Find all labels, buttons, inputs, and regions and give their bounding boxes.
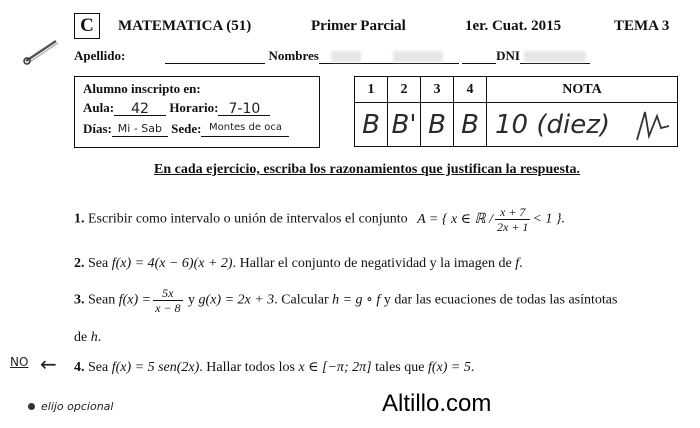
q2-number: 2. (74, 256, 85, 271)
q2-text-a: Sea (88, 256, 109, 271)
redacted-name-2 (393, 51, 443, 62)
aula-row (83, 100, 270, 116)
horario-value: 7-10 (218, 101, 270, 116)
question-4 (74, 359, 474, 376)
course-title: MATEMATICA (51) (118, 18, 252, 34)
bottom-handwritten-note (28, 400, 113, 413)
dni-label: DNI (496, 48, 520, 63)
q1-frac-den: 2x + 1 (497, 220, 529, 234)
grade-header-1: 1 (355, 77, 388, 103)
question-3 (74, 286, 617, 315)
student-box-title: Alumno inscripto en: (83, 81, 201, 96)
question-3-cont (74, 330, 101, 346)
grade-value-row (355, 103, 678, 147)
grade-2: B' (388, 103, 421, 147)
q4-number: 4. (74, 360, 85, 375)
nombres-blank (319, 49, 459, 64)
grade-nota (487, 103, 678, 147)
q4-text-c: tales que (375, 360, 425, 375)
grade-header-row (355, 77, 678, 103)
note-bullet-icon (28, 403, 35, 410)
q3-f-lhs: f(x) = (118, 292, 152, 308)
aula-value: 42 (114, 101, 166, 116)
q3-g: g(x) = 2x + 3 (198, 292, 275, 308)
grade-header-2: 2 (388, 77, 421, 103)
q3-text-a: Sean (88, 292, 116, 308)
student-id-line (74, 48, 590, 64)
q4-condition: f(x) = 5 (427, 360, 471, 375)
grade-header-3: 3 (421, 77, 454, 103)
question-1 (74, 205, 565, 234)
dni-blank-lead (462, 49, 496, 64)
q3-fraction (153, 286, 182, 315)
signature-mark (631, 106, 671, 146)
q3-number: 3. (74, 292, 85, 308)
q1-number: 1. (74, 211, 85, 227)
q4-interval: x ∈ [−π; 2π] (298, 360, 372, 375)
q1-set-rhs: < 1 }. (532, 211, 565, 227)
margin-arrow-icon: ← (40, 352, 57, 376)
grade-4: B (454, 103, 487, 147)
q4-text-a: Sea (88, 360, 109, 375)
student-info-box (74, 76, 320, 148)
watermark[interactable]: Altillo.com (382, 390, 492, 417)
q2-function: f(x) = 4(x − 6)(x + 2) (111, 256, 233, 271)
pin-mark (22, 36, 62, 66)
q3-h2: h (90, 330, 98, 345)
q3-text-c: y dar las ecuaciones de todas las asíntotas (383, 292, 618, 308)
q1-text: Escribir como intervalo o unión de intervalos el conjunto (88, 211, 408, 227)
exam-term: 1er. Cuat. 2015 (465, 18, 562, 34)
note-text: elijo opcional (41, 400, 114, 413)
q3-text-d: de (74, 330, 88, 345)
q3-frac-den: x − 8 (155, 301, 181, 315)
q3-text-b: . Calcular (274, 292, 329, 308)
dias-value: Mi - Sab (112, 122, 168, 137)
q4-text-b: . Hallar todos los (199, 360, 295, 375)
grade-1: B (355, 103, 388, 147)
q2-text-b: . Hallar el conjunto de negatividad y la imagen de (232, 256, 512, 271)
horario-label: Horario: (169, 100, 219, 115)
q3-end: . (97, 330, 102, 345)
q1-fraction (495, 205, 530, 234)
grade-3: B (421, 103, 454, 147)
q3-y: y (188, 292, 196, 308)
aula-label: Aula: (83, 100, 115, 115)
apellido-blank (165, 49, 265, 64)
grade-table (354, 76, 678, 147)
margin-no-note: NO (10, 355, 29, 369)
sede-label: Sede: (171, 121, 202, 136)
question-2 (74, 256, 523, 272)
q4-end: . (470, 360, 475, 375)
tema-number: TEMA 3 (614, 18, 670, 34)
grade-header-4: 4 (454, 77, 487, 103)
grade-header-nota: NOTA (487, 77, 678, 103)
sede-value: Montes de oca (201, 122, 289, 137)
instructions: En cada ejercicio, escriba los razonamientos que justifican la respuesta. (154, 162, 581, 177)
q3-h: h = g ∘ f (332, 292, 381, 308)
redacted-name-1 (331, 51, 361, 62)
q1-set-lhs: A = { x ∈ ℝ / (417, 211, 493, 227)
exam-name: Primer Parcial (311, 18, 406, 34)
q3-frac-num: 5x (153, 286, 182, 301)
redacted-dni (524, 51, 586, 62)
q2-f: f (515, 256, 520, 271)
nota-value: 10 (diez) (495, 109, 611, 140)
nombres-label: Nombres (268, 48, 319, 63)
dni-blank (520, 49, 590, 64)
q2-end: . (519, 256, 523, 271)
q1-frac-num: x + 7 (495, 205, 530, 220)
dias-row (83, 121, 289, 137)
tema-letter-box: C (74, 13, 100, 39)
dias-label: Días: (83, 121, 112, 136)
apellido-label: Apellido: (74, 48, 126, 63)
q4-function: f(x) = 5 sen(2x) (111, 360, 200, 375)
